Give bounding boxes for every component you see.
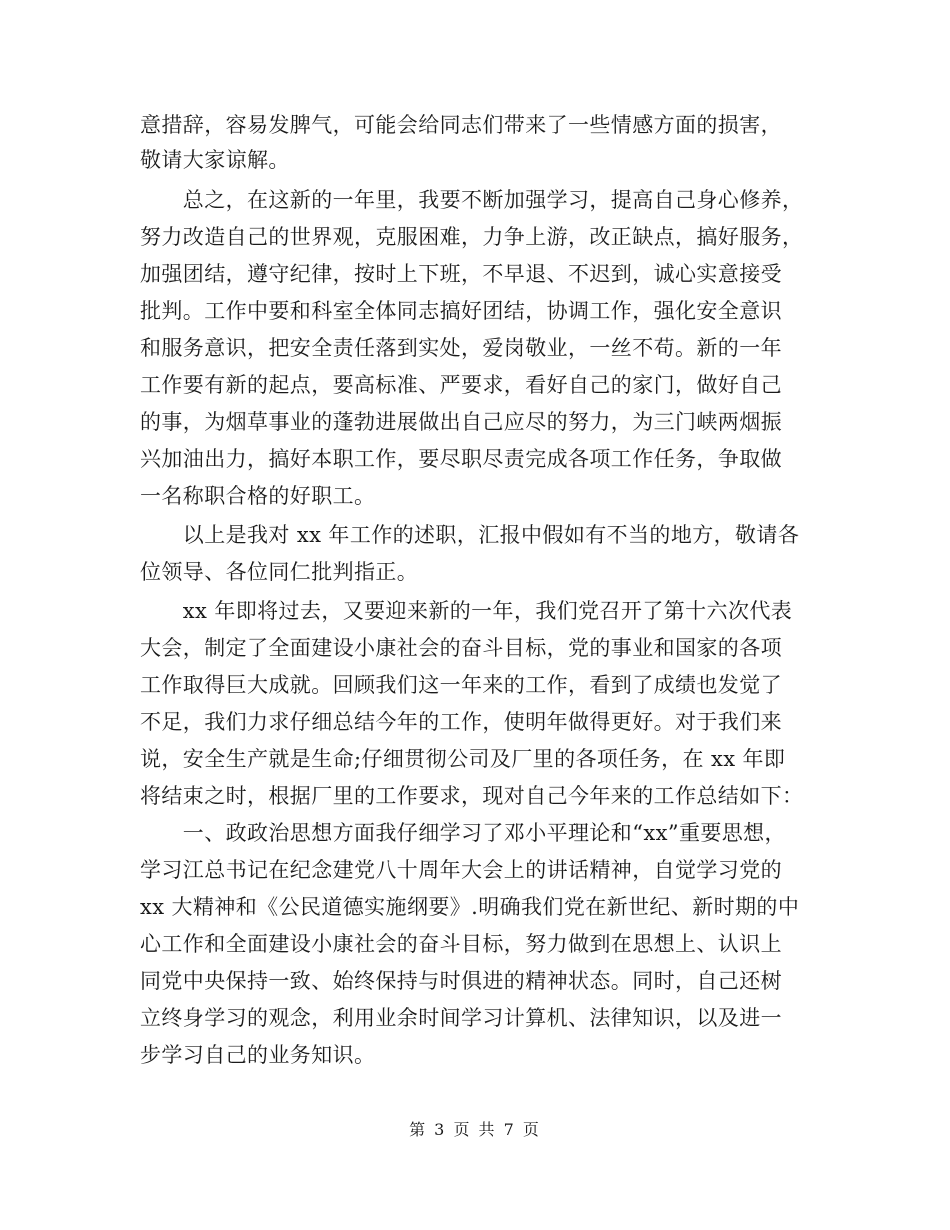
text-line: 批判。工作中要和科室全体同志搞好团结，协调工作，强化安全意识	[140, 299, 782, 323]
text-line: 位领导、各位同仁批判指正。	[140, 560, 419, 584]
text-line: 总之，在这新的一年里，我要不断加强学习，提高自己身心修养，	[140, 188, 804, 212]
text-line: 工作要有新的起点，要高标准、严要求，看好自己的家门，做好自己	[140, 373, 782, 397]
text-line: 步学习自己的业务知识。	[140, 1043, 376, 1067]
text-line: 心工作和全面建设小康社会的奋斗目标，努力做到在思想上、认识上	[140, 932, 782, 956]
text-line: 和服务意识，把安全责任落到实处，爱岗敬业，一丝不苟。新的一年	[140, 336, 782, 360]
text-line: 加强团结，遵守纪律，按时上下班，不早退、不迟到，诚心实意接受	[140, 262, 782, 286]
text-line: 意措辞，容易发脾气，可能会给同志们带来了一些情感方面的损害，	[140, 113, 782, 137]
text-line: 努力改造自己的世界观，克服困难，力争上游，改正缺点，搞好服务，	[140, 225, 804, 249]
text-line: 兴加油出力，搞好本职工作，要尽职尽责完成各项工作任务，争取做	[140, 447, 782, 471]
text-line: 敬请大家谅解。	[140, 148, 290, 172]
text-line: 说，安全生产就是生命;仔细贯彻公司及厂里的各项任务，在 xx 年即	[140, 747, 786, 771]
text-line: 工作取得巨大成就。回顾我们这一年来的工作，看到了成绩也发觉了	[140, 673, 782, 697]
text-line: 同党中央保持一致、始终保持与时俱进的精神状态。同时，自己还树	[140, 969, 782, 993]
text-line: 将结束之时，根据厂里的工作要求，现对自己今年来的工作总结如下：	[140, 784, 804, 808]
text-line: 一名称职合格的好职工。	[140, 484, 376, 508]
text-line: xx 年即将过去，又要迎来新的一年，我们党召开了第十六次代表	[140, 599, 793, 623]
page-number-footer: 第 3 页 共 7 页	[409, 1120, 541, 1139]
text-line: xx 大精神和《公民道德实施纲要》.明确我们党在新世纪、新时期的中	[140, 895, 800, 919]
text-line: 立终身学习的观念，利用业余时间学习计算机、法律知识，以及进一	[140, 1006, 782, 1030]
text-line: 学习江总书记在纪念建党八十周年大会上的讲话精神，自觉学习党的	[140, 858, 782, 882]
text-line: 以上是我对 xx 年工作的述职，汇报中假如有不当的地方，敬请各	[140, 523, 800, 547]
text-line: 不足，我们力求仔细总结今年的工作，使明年做得更好。对于我们来	[140, 710, 782, 734]
text-line: 一、政政治思想方面我仔细学习了邓小平理论和“xx”重要思想，	[140, 821, 786, 845]
text-line: 的事，为烟草事业的蓬勃进展做出自己应尽的努力，为三门峡两烟振	[140, 410, 782, 434]
text-line: 大会，制定了全面建设小康社会的奋斗目标，党的事业和国家的各项	[140, 636, 782, 660]
